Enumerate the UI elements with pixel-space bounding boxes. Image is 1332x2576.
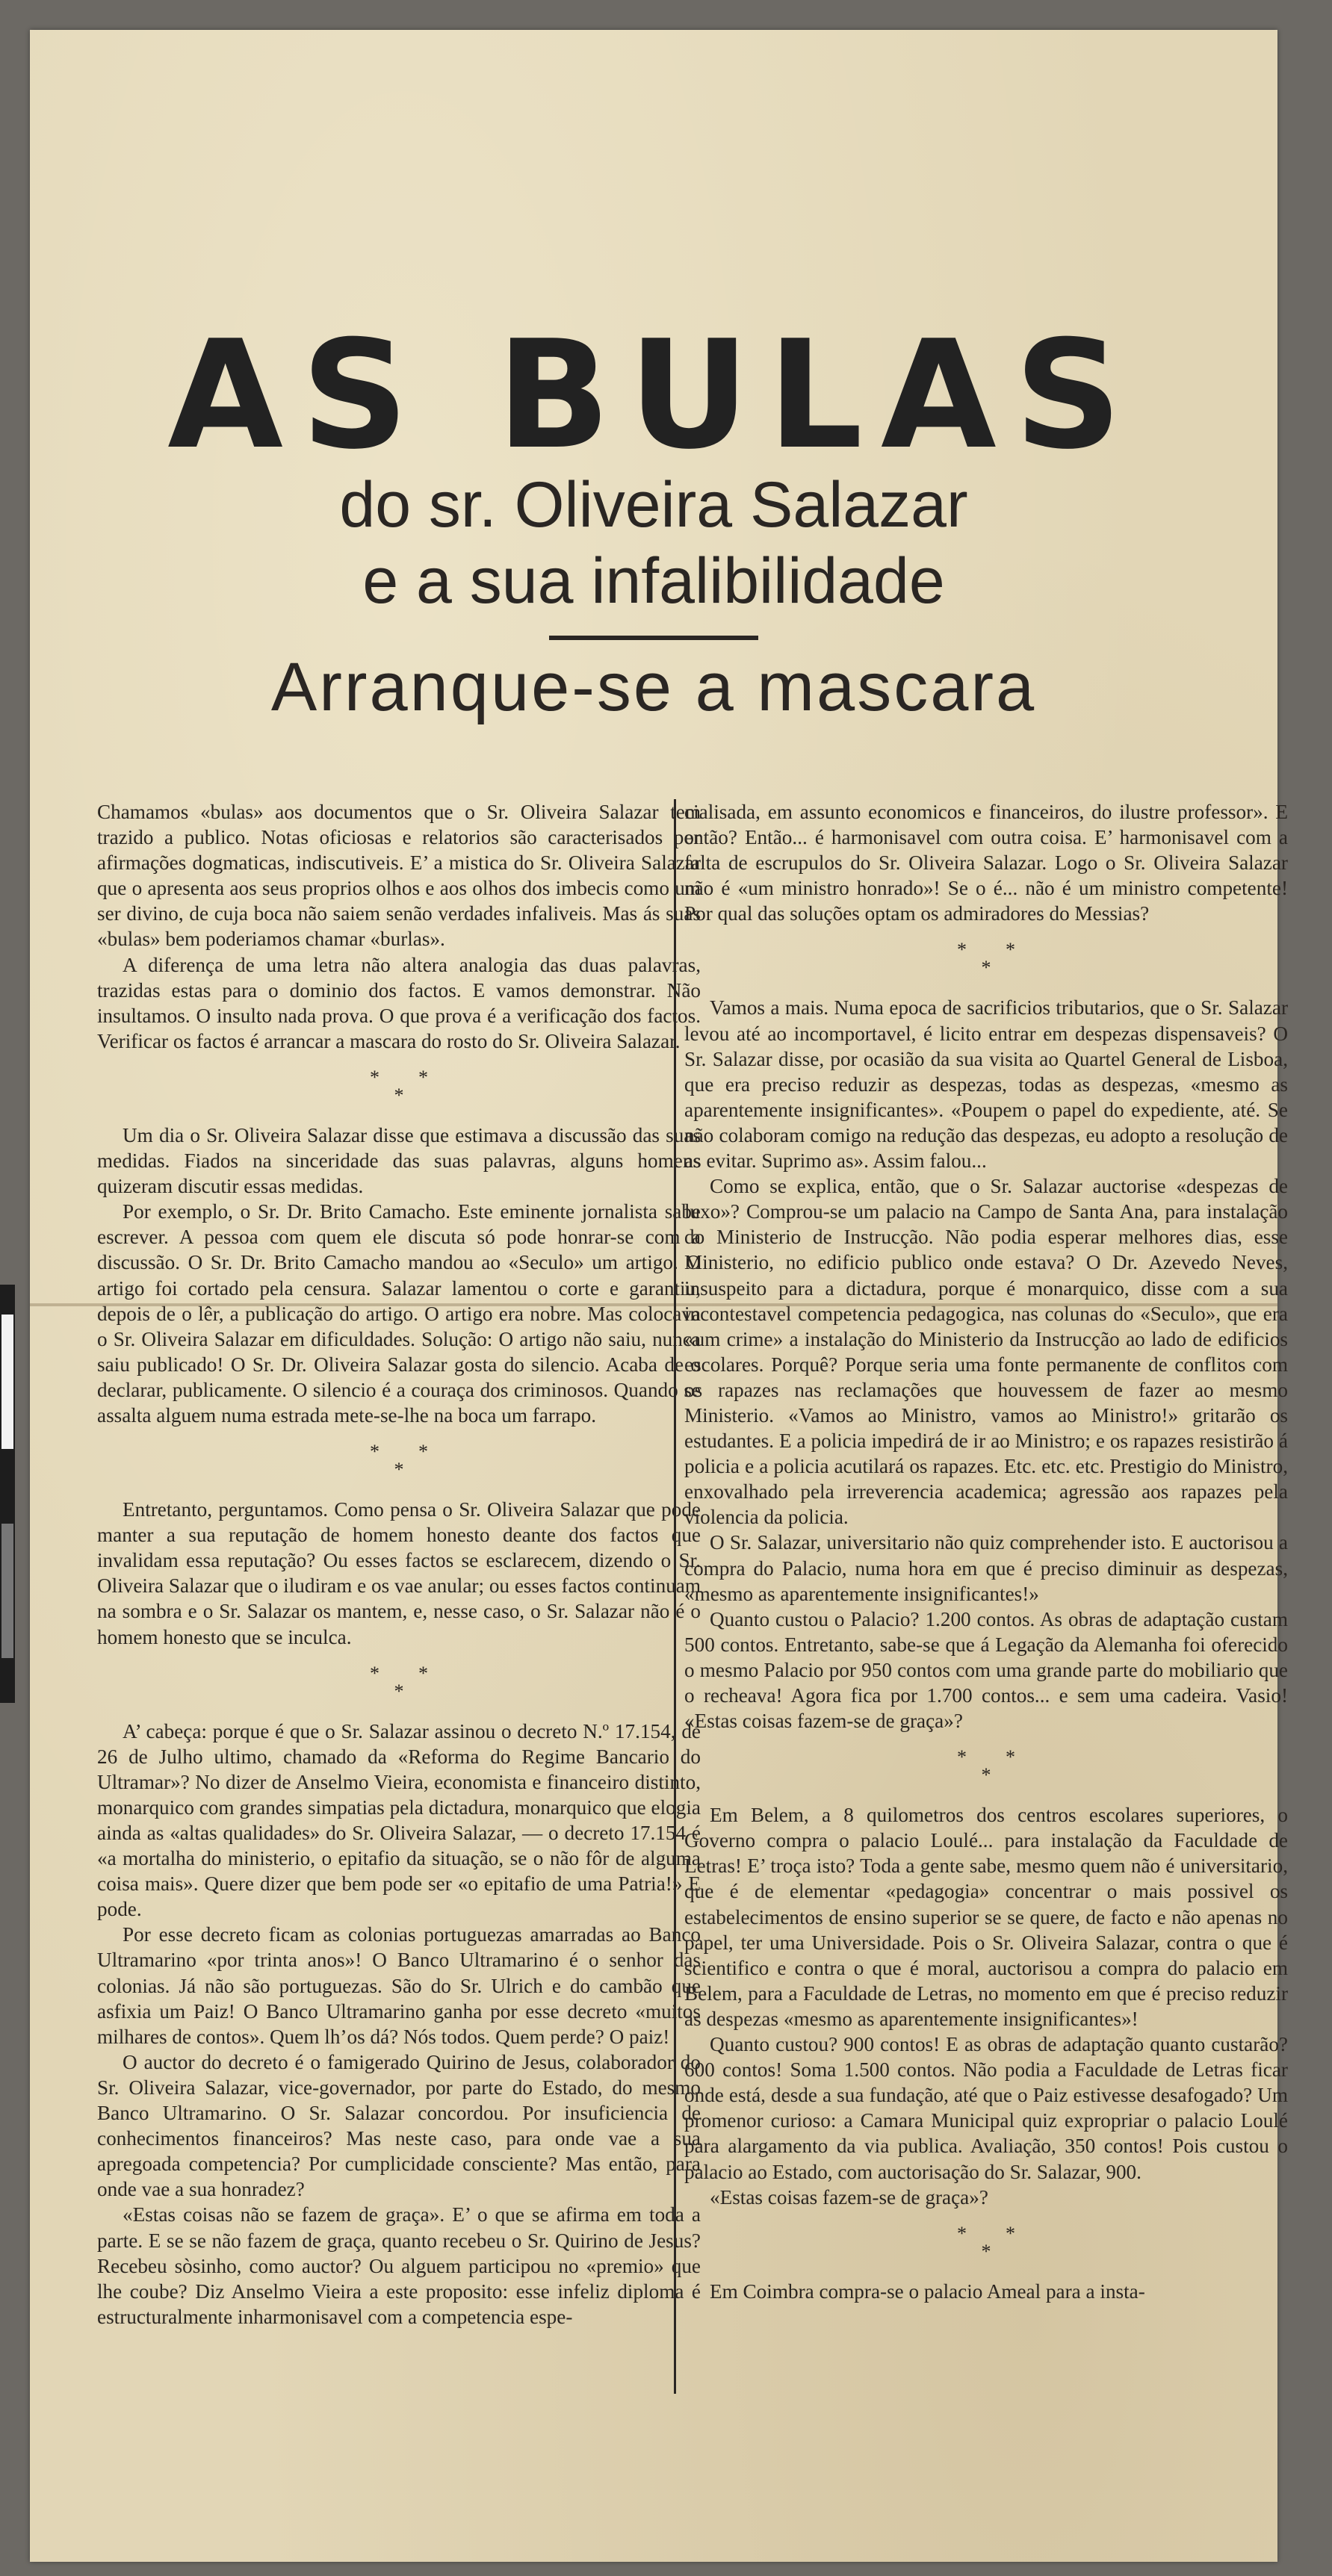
masthead xyxy=(30,308,1277,728)
headline: Arranque-se a mascara xyxy=(270,649,1037,725)
paragraph: A diferença de uma letra não altera analogia das duas palavras, trazidas estas para o dominio dos factos. E vamos demonstrar. Não insultamos. O insulto nada prova. O que prova é a verificação dos factos. Verificar os factos é arrancar a mascara do rosto do Sr. Oliveira Salazar. xyxy=(97,953,701,1052)
subtitle-line-1: do sr. Oliveira Salazar xyxy=(339,469,968,541)
section-separator: ** * xyxy=(370,1441,467,1481)
paragraph: Chamamos «bulas» aos documentos que o Sr. Oliveira Salazar tem trazido a publico. Notas oficiosas e relatorios são caracterisados por afirmações dogmaticas, indiscutiveis. E’ a mistica do Sr. Oliveira Salazar que o apresenta aos seus proprios olhos e aos olhos dos imbecis como um ser divino, de cuja boca não saiem senão verdades infaliveis. Mas ás suas «bulas» bem poderiamos chamar «burlas». xyxy=(97,801,701,951)
article-column-2 xyxy=(684,799,1288,2304)
paragraph: A’ cabeça: porque é que o Sr. Salazar assinou o decreto N.º 17.154, de 26 de Julho ultimo, chamado da «Reforma do Regime Bancario do Ultramar»? No dizer de Anselmo Vieira, economista e financeiro distinto, monarquico com grandes simpatias pela dictadura, monarquico que elogia ainda as «altas qualidades» do Sr. Oliveira Salazar, — o decreto 17.154 é «a mortalha do ministerio, o epitafio da situação, se o não fôr de alguma coisa mais». Quere dizer que bem pode ser «o epitafio de uma Patria!» E pode. xyxy=(97,1719,701,1921)
title-rule xyxy=(549,636,758,640)
section-separator: ** * xyxy=(957,2222,1054,2262)
paragraph: Em Coimbra compra-se o palacio Ameal para a insta- xyxy=(710,2279,1145,2303)
newspaper-sheet xyxy=(30,30,1288,2562)
paragraph: Quanto custou o Palacio? 1.200 contos. As obras de adaptação custam 500 contos. Entretanto, sabe-se que á Legação da Alemanha foi oferecido o mesmo Palacio por 950 contos com uma grande parte do mobiliario que o recheava! Agora fica por 1.700 contos... e sem uma cadeira. Vasio! «Estas coisas fazem-se de graça»? xyxy=(684,1607,1288,1733)
subtitle-line-2: e a sua infalibilidade xyxy=(362,545,945,617)
paragraph: Por esse decreto ficam as colonias portuguezas amarradas ao Banco Ultramarino «por trinta anos»! O Banco Ultramarino é o senhor das colonias. Já não são portuguezas. São do Sr. Ulrich e do cambão que asfixia um Paiz! O Banco Ultramarino ganha por esse decreto «muitos milhares de contos». Quem lh’os dá? Nós todos. Quem perde? O paiz! xyxy=(97,1923,701,2048)
section-separator: ** * xyxy=(957,939,1054,979)
paragraph: Quanto custou? 900 contos! E as obras de adaptação quanto custarão? 600 contos! Soma 1.500 contos. Não podia a Faculdade de Letras ficar onde está, desde a sua fundação, até que o Paiz estivesse desafogado? Um promenor curioso: a Camara Municipal quiz expropriar o palacio Loulé para alargamento da via publica. Avaliação, 350 contos! Pois custou o palacio ao Estado, com auctorisação do Sr. Salazar, 900. xyxy=(684,2033,1288,2183)
paragraph: Entretanto, perguntamos. Como pensa o Sr. Oliveira Salazar que pode manter a sua reputação de homem honesto deante dos factos que invalidam essa reputação? Ou esses factos se esclarecem, dizendo o Sr. Oliveira Salazar que o iludiram e os vae anular; ou esses factos continuam na sombra e o Sr. Salazar os mantem, e, nesse caso, o Sr. Salazar não é o homem honesto que se inculca. xyxy=(97,1498,701,1648)
paragraph: O auctor do decreto é o famigerado Quirino de Jesus, colaborador do Sr. Oliveira Salazar, vice-governador, por parte do Estado, do mesmo Banco Ultramarino. O Sr. Salazar concordou. Por insuficiencia de conhecimentos financeiros? Mas neste caso, para onde vae a sua apregoada competencia? Por cumplicidade consciente? Mas então, para onde vae a sua honradez? xyxy=(97,2050,701,2201)
section-separator: ** * xyxy=(370,1662,467,1702)
main-title: AS BULAS xyxy=(167,308,1140,482)
paragraph: «Estas coisas não se fazem de graça». E’ o que se afirma em toda a parte. E se se não fazem de graça, quanto recebeu o Sr. Quirino de Jesus? Recebeu sòsinho, como auctor? Ou alguem participou no «premio» que lhe coube? Diz Anselmo Vieira a este proposito: esse infeliz diploma é estructuralmente inharmonisavel com a competencia espe- xyxy=(97,2203,701,2328)
color-calibration-strip xyxy=(0,1285,15,1703)
paragraph: O Sr. Salazar, universitario não quiz comprehender isto. E auctorisou a compra do Palacio, numa hora em que é preciso diminuir as despezas, «mesmo as aparentemente insignificantes!» xyxy=(684,1531,1288,1605)
paragraph: Vamos a mais. Numa epoca de sacrificios tributarios, que o Sr. Salazar levou até ao incomportavel, é licito entrar em despezas dispensaveis? O Sr. Salazar disse, por ocasião da sua visita ao Quartel General de Lisboa, que era preciso reduzir as despezas, todas as despezas, «mesmo as aparentemente insignificantes». «Poupem o papel do expediente, até. Se não colaboram comigo na redução das despezas, eu adopto a resolução de as evitar. Suprimo as». Assim falou... xyxy=(684,996,1288,1173)
paragraph: Um dia o Sr. Oliveira Salazar disse que estimava a discussão das suas medidas. Fiados na sinceridade das suas palavras, alguns homens quizeram discutir essas medidas. xyxy=(97,1123,701,1198)
paragraph: Em Belem, a 8 quilometros dos centros escolares superiores, o Governo compra o palacio Loulé... para instalação da Faculdade de Letras! E’ troça isto? Toda a gente sabe, mesmo quem não é universitario, que é de elementar «pedagogia» concentrar o mais possivel os estabelecimentos de ensino superior se se quere, de facto e não apenas no papel, ter uma Universidade. Pois o Sr. Oliveira Salazar, contra o que é scientifico e contra o que é moral, auctorisou a compra do palacio em Belem, para a Faculdade de Letras, no momento em que é preciso reduzir as despezas «mesmo as aparentemente insignificantes»! xyxy=(684,1804,1288,2030)
paragraph: cialisada, em assunto economicos e financeiros, do ilustre professor». E então? Então... é harmonisavel com outra coisa. E’ harmonisavel com a falta de escrupulos do Sr. Oliveira Salazar. Logo o Sr. Oliveira Salazar não é «um ministro honrado»! Se o é... não é um ministro competente! Por qual das soluções optam os admiradores do Messias? xyxy=(684,801,1288,925)
paragraph: Como se explica, então, que o Sr. Salazar auctorise «despezas de luxo»? Comprou-se um palacio na Campo de Santa Ana, para instalação do Ministerio de Instrucção. Não podia esperar melhores dias, esse Ministerio, no edificio publico onde estava? O Dr. Azevedo Neves, insuspeito para a dictadura, porque é monarquico, disse com a sua incontestavel competencia pedagogica, nas colunas do «Seculo», que era «um crime» a instalação do Ministerio da Instrucção ao lado de edificios escolares. Porquê? Porque seria uma fonte permanente de conflitos com os rapazes nas reclamações que houvessem de fazer ao mesmo Ministerio. «Vamos ao Ministro, vamos ao Ministro!» gritarão os estudantes. E a policia impedirá de ir ao Ministro; e os rapazes resistirão á policia e a policia acutilará os rapazes. Etc. etc. etc. Prestigio do Ministro, enxovalhado pela irreverencia academica; agressão aos rapazes pela violencia da policia. xyxy=(684,1175,1288,1529)
section-separator: ** * xyxy=(370,1066,467,1106)
paragraph: Por exemplo, o Sr. Dr. Brito Camacho. Este eminente jornalista sabe escrever. A pessoa com quem ele discuta só pode honrar-se com a discussão. O Sr. Dr. Brito Camacho mandou ao «Seculo» um artigo. O artigo foi cortado pela censura. Salazar lamentou o corte e garantiu, depois de o lêr, a publicação do artigo. O artigo era nobre. Mas colocava o Sr. Oliveira Salazar em dificuldades. Solução: O artigo não saiu, nunca saiu publicado! O Sr. Dr. Oliveira Salazar gosta do silencio. Acaba de o declarar, publicamente. O silencio é a couraça dos criminosos. Quando se assalta alguem numa estrada mete-se-lhe na boca um farrapo. xyxy=(97,1200,701,1427)
paragraph: «Estas coisas fazem-se de graça»? xyxy=(710,2185,988,2209)
section-separator: ** * xyxy=(957,1746,1054,1787)
article-column-1 xyxy=(97,799,701,2330)
